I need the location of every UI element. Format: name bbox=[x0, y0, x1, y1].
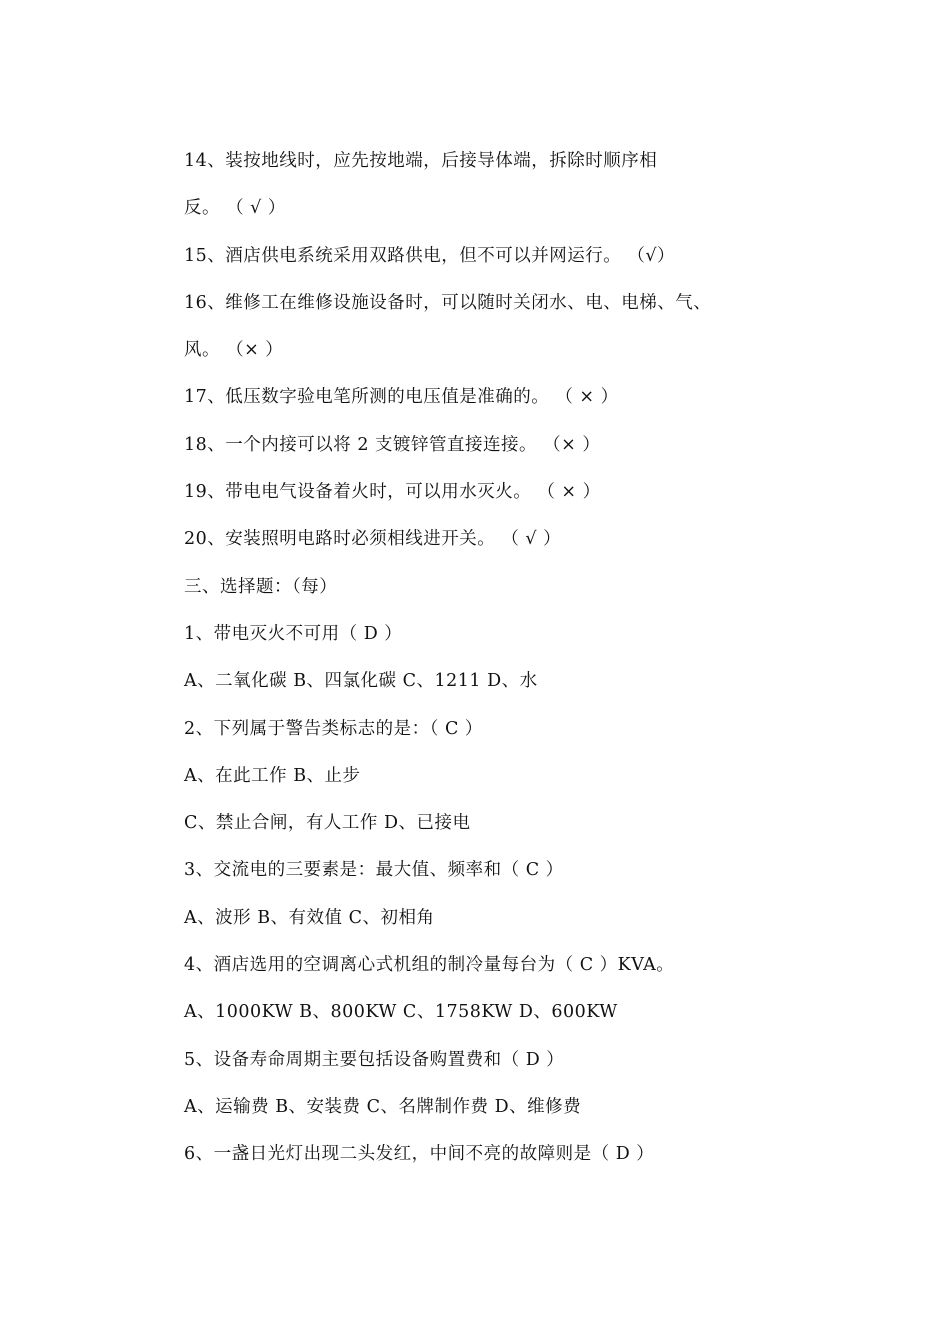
text-line-mc3-options: A、波形 B、有效值 C、初相角 bbox=[184, 907, 435, 928]
text-line-mc5-options: A、运输费 B、安装费 C、名牌制作费 D、维修费 bbox=[184, 1096, 582, 1117]
text-line-q20: 20、安装照明电路时必须相线进开关。 （ √ ） bbox=[184, 529, 562, 550]
text-line-mc2-question: 2、下列属于警告类标志的是：（ C ） bbox=[184, 718, 483, 739]
text-line-q17: 17、低压数字验电笔所测的电压值是准确的。 （ × ） bbox=[184, 387, 619, 408]
text-line-mc1-question: 1、带电灭火不可用（ D ） bbox=[184, 623, 403, 644]
text-line-q18: 18、一个内接可以将 2 支镀锌管直接连接。 （× ） bbox=[184, 434, 601, 455]
text-line-q19: 19、带电电气设备着火时，可以用水灭火。 （ × ） bbox=[184, 482, 601, 503]
text-line-mc2-options-2: C、禁止合闸，有人工作 D、已接电 bbox=[184, 813, 471, 834]
text-line-q16-part1: 16、维修工在维修设施设备时，可以随时关闭水、电、电梯、气、 bbox=[184, 292, 712, 313]
text-line-mc2-options-1: A、在此工作 B、止步 bbox=[184, 765, 361, 786]
text-line-mc3-question: 3、交流电的三要素是：最大值、频率和（ C ） bbox=[184, 860, 564, 881]
section-heading-multiple-choice: 三、选择题：（每） bbox=[184, 576, 338, 597]
text-line-mc5-question: 5、设备寿命周期主要包括设备购置费和（ D ） bbox=[184, 1049, 565, 1070]
text-line-mc4-options: A、1000KW B、800KW C、1758KW D、600KW bbox=[184, 1002, 618, 1023]
text-line-q14-part1: 14、装按地线时，应先按地端，后接导体端，拆除时顺序相 bbox=[184, 151, 658, 171]
document-body bbox=[184, 143, 784, 1184]
text-line-mc4-question: 4、酒店选用的空调离心式机组的制冷量每台为（ C ）KVA。 bbox=[184, 955, 675, 976]
text-line-q15: 15、酒店供电系统采用双路供电，但不可以并网运行。 （√） bbox=[184, 245, 675, 266]
text-line-mc6-question: 6、一盏日光灯出现二头发红，中间不亮的故障则是（ D ） bbox=[184, 1144, 655, 1165]
text-line-mc1-options: A、二氧化碳 B、四氯化碳 C、1211 D、水 bbox=[184, 671, 538, 692]
text-line-q14-part2: 反。 （ √ ） bbox=[184, 198, 286, 219]
text-line-q16-part2: 风。 （× ） bbox=[184, 340, 284, 361]
